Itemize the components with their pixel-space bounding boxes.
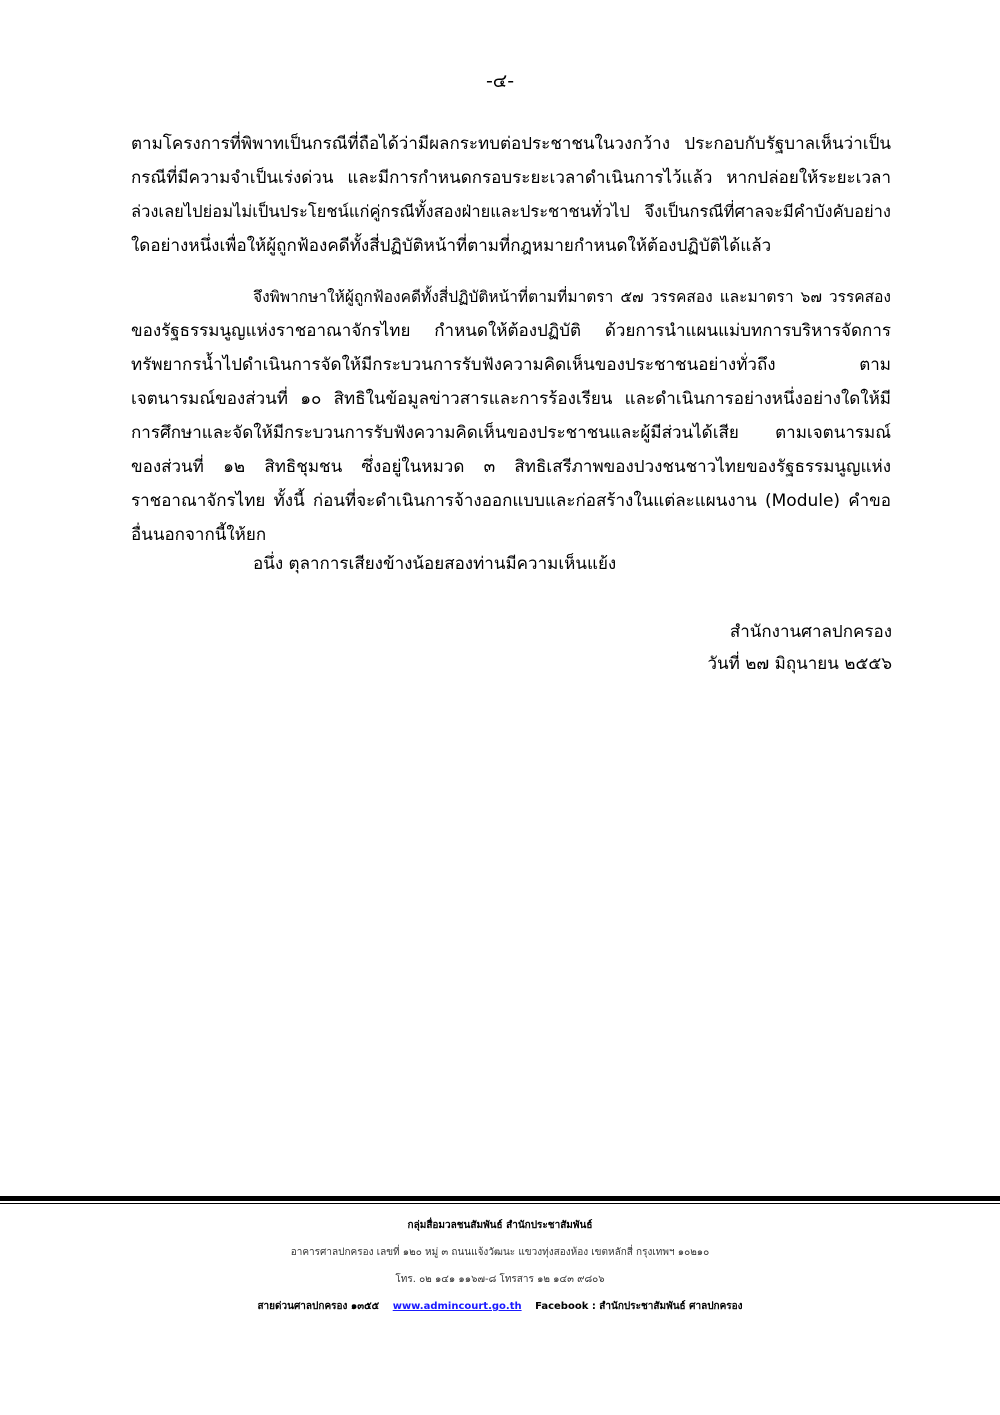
footer-divider-thick (0, 1196, 1000, 1201)
paragraph-line: ตามโครงการที่พิพาทเป็นกรณีที่ถือได้ว่ามีผลกระทบต่อประชาชนในวงกว้าง ประกอบกับรัฐบาลเห็นว่าเป็น (131, 134, 891, 154)
website-link[interactable]: www.admincourt.go.th (392, 1301, 522, 1312)
footer-divider-thin (0, 1203, 1000, 1204)
signature-date: วันที่ ๒๗ มิถุนายน ๒๕๕๖ (707, 654, 892, 674)
footer-facebook: Facebook : สำนักประชาสัมพันธ์ ศาลปกครอง (535, 1301, 743, 1312)
dissent-note (131, 547, 891, 581)
footer-address: อาคารศาลปกครอง เลขที่ ๑๒๐ หมู่ ๓ ถนนแจ้งวัฒนะ แขวงทุ่งสองห้อง เขตหลักสี่ กรุงเทพฯ ๑๐๒๑๐ (290, 1247, 710, 1258)
paragraph-line: การศึกษาและจัดให้มีกระบวนการรับฟังความคิดเห็นของประชาชนและผู้มีส่วนได้เสีย ตามเจตนารมณ์ (131, 423, 891, 443)
dissent-note-text: อนึ่ง ตุลาการเสียงข้างน้อยสองท่านมีความเห็นแย้ง (253, 554, 617, 574)
signature-office: สำนักงานศาลปกครอง (729, 622, 892, 642)
paragraph-line: ของส่วนที่ ๑๒ สิทธิชุมชน ซึ่งอยู่ในหมวด ๓ สิทธิเสรีภาพของปวงชนชาวไทยของรัฐธรรมนูญแห่ง (131, 457, 891, 477)
footer-phone: โทร. ๐๒ ๑๔๑ ๑๑๖๗-๘ โทรสาร ๑๒ ๑๔๓ ๙๘๐๖ (395, 1274, 605, 1285)
paragraph-reasoning (131, 127, 891, 263)
paragraph-line: ราชอาณาจักรไทย ทั้งนี้ ก่อนที่จะดำเนินการจ้างออกแบบและก่อสร้างในแต่ละแผนงาน (Module) คำขอ (131, 491, 891, 511)
footer-hotline: สายด่วนศาลปกครอง ๑๓๕๕ (257, 1301, 380, 1312)
paragraph-line: เจตนารมณ์ของส่วนที่ ๑๐ สิทธิในข้อมูลข่าวสารและการร้องเรียน และดำเนินการอย่างหนึ่งอย่างใดให้มี (131, 389, 891, 409)
paragraph-line: อื่นนอกจากนี้ให้ยก (131, 525, 267, 545)
paragraph-judgment (131, 280, 891, 552)
paragraph-line: ทรัพยากรน้ำไปดำเนินการจัดให้มีกระบวนการรับฟังความคิดเห็นของประชาชนอย่างทั่วถึง ตาม (131, 355, 891, 375)
paragraph-line: จึงพิพากษาให้ผู้ถูกฟ้องคดีทั้งสี่ปฏิบัติหน้าที่ตามที่มาตรา ๕๗ วรรคสอง และมาตรา ๖๗ วรรคสอง (253, 288, 891, 306)
footer-contact-line (0, 1294, 1000, 1320)
paragraph-line: กรณีที่มีความจำเป็นเร่งด่วน และมีการกำหนดกรอบระยะเวลาดำเนินการไว้แล้ว หากปล่อยให้ระยะเวลา (131, 168, 891, 188)
footer-organization: กลุ่มสื่อมวลชนสัมพันธ์ สำนักประชาสัมพันธ์ (407, 1220, 593, 1231)
page-number: -๔- (485, 70, 515, 92)
paragraph-line: ของรัฐธรรมนูญแห่งราชอาณาจักรไทย กำหนดให้ต้องปฏิบัติ ด้วยการนำแผนแม่บทการบริหารจัดการ (131, 321, 891, 341)
paragraph-line: ล่วงเลยไปย่อมไม่เป็นประโยชน์แก่คู่กรณีทั้งสองฝ่ายและประชาชนทั่วไป จึงเป็นกรณีที่ศาลจะมีคำบังคับอย่าง (131, 202, 891, 221)
paragraph-line: ใดอย่างหนึ่งเพื่อให้ผู้ถูกฟ้องคดีทั้งสี่ปฏิบัติหน้าที่ตามที่กฎหมายกำหนดให้ต้องปฏิบัติได้แล้ว (131, 236, 772, 256)
